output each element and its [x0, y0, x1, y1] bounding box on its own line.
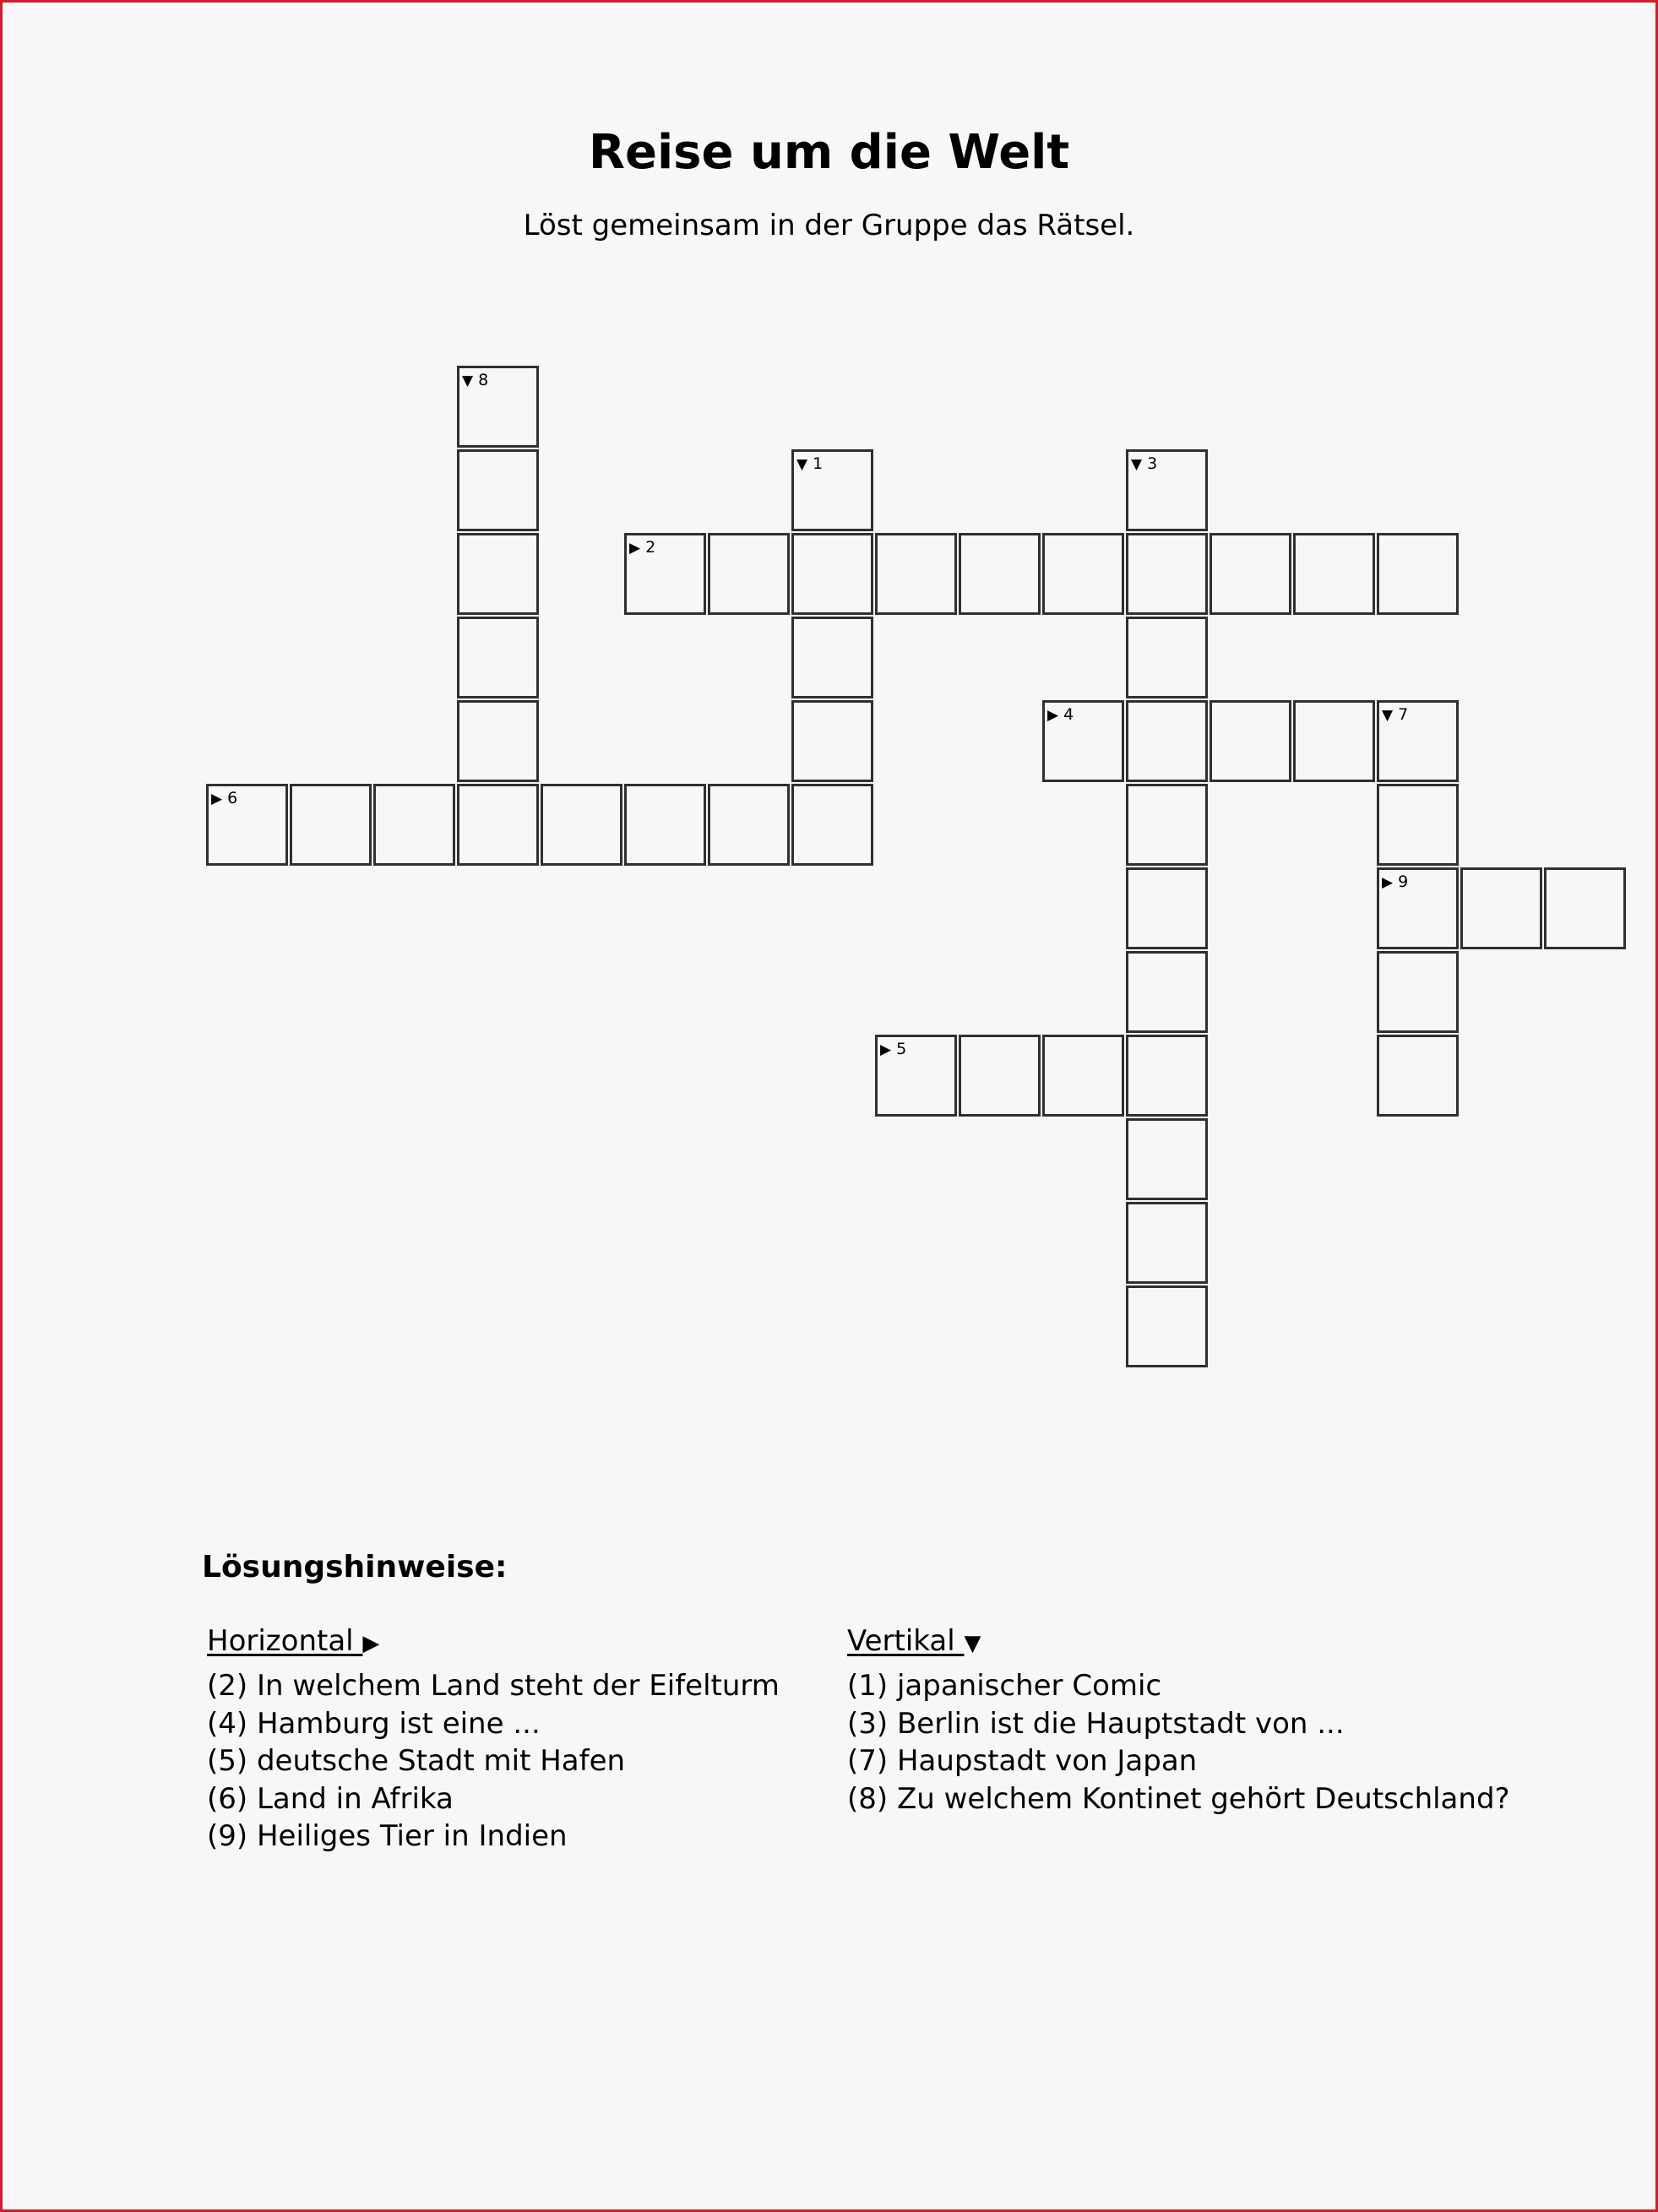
down-arrow-icon: ▼	[462, 372, 474, 389]
down-arrow-icon: ▼	[1131, 456, 1143, 473]
clue-number-label: 4	[1063, 705, 1074, 724]
clue-item: (6) Land in Afrika	[207, 1781, 454, 1816]
crossword-cell[interactable]	[1210, 533, 1291, 615]
crossword-cell[interactable]	[875, 533, 957, 615]
crossword-cell[interactable]	[457, 366, 539, 448]
hints-title: Lösungshinweise:	[202, 1550, 508, 1584]
clue-number-7	[1382, 705, 1408, 725]
crossword-cell[interactable]	[1460, 867, 1542, 949]
clue-item: (7) Haupstadt von Japan	[847, 1744, 1198, 1779]
clue-item: (4) Hamburg ist eine ...	[207, 1706, 541, 1741]
crossword-cell[interactable]	[1042, 533, 1124, 615]
crossword-cell[interactable]	[1377, 700, 1459, 782]
clue-number-label: 6	[227, 789, 238, 807]
clue-number-label: 3	[1147, 454, 1158, 473]
horizontal-clues	[207, 1622, 780, 1856]
crossword-cell[interactable]	[1544, 867, 1626, 949]
right-arrow-icon: ▶	[1382, 874, 1394, 891]
clue-number-label: 9	[1398, 872, 1409, 891]
crossword-cell[interactable]	[791, 449, 873, 531]
crossword-cell[interactable]	[457, 784, 539, 866]
page-subtitle: Löst gemeinsam in der Gruppe das Rätsel.	[523, 209, 1135, 242]
clue-item: (3) Berlin ist die Hauptstadt von ...	[847, 1706, 1345, 1741]
right-arrow-icon: ▶	[362, 1631, 380, 1656]
crossword-cell[interactable]	[791, 700, 873, 782]
clue-number-9	[1382, 872, 1408, 892]
crossword-cell[interactable]	[708, 533, 790, 615]
right-arrow-icon: ▶	[880, 1041, 892, 1058]
crossword-cell[interactable]	[1126, 867, 1208, 949]
crossword-cell[interactable]	[290, 784, 372, 866]
crossword-cell[interactable]	[624, 784, 706, 866]
vertical-clues	[847, 1622, 1510, 1818]
crossword-cell[interactable]	[875, 1035, 957, 1117]
page-title: Reise um die Welt	[588, 125, 1070, 180]
down-arrow-icon: ▼	[1382, 707, 1394, 724]
clue-number-5	[880, 1040, 906, 1059]
clue-number-label: 5	[896, 1040, 907, 1058]
horizontal-clue-list	[207, 1667, 780, 1856]
clue-number-3	[1131, 454, 1157, 474]
right-arrow-icon: ▶	[1047, 707, 1059, 724]
crossword-cell[interactable]	[1126, 617, 1208, 698]
clue-number-2	[629, 538, 655, 557]
crossword-cell[interactable]	[457, 533, 539, 615]
horizontal-heading: Horizontal ▶	[207, 1622, 780, 1662]
clue-number-label: 8	[478, 371, 489, 389]
crossword-cell[interactable]	[959, 1035, 1041, 1117]
crossword-cell[interactable]	[1293, 700, 1375, 782]
clue-item: (8) Zu welchem Kontinet gehört Deutschland?	[847, 1781, 1510, 1816]
crossword-cell[interactable]	[1126, 449, 1208, 531]
clue-item: (1) japanischer Comic	[847, 1669, 1162, 1703]
crossword-cell[interactable]	[1126, 1285, 1208, 1367]
crossword-cell[interactable]	[959, 533, 1041, 615]
clue-number-label: 7	[1398, 705, 1409, 724]
crossword-cell[interactable]	[624, 533, 706, 615]
clue-number-8	[462, 371, 488, 390]
crossword-cell[interactable]	[541, 784, 622, 866]
crossword-cell[interactable]	[791, 784, 873, 866]
crossword-cell[interactable]	[1210, 700, 1291, 782]
vertical-clue-list	[847, 1667, 1510, 1818]
clue-number-label: 2	[645, 538, 656, 557]
crossword-cell[interactable]	[1126, 700, 1208, 782]
clue-item: (5) deutsche Stadt mit Hafen	[207, 1744, 626, 1779]
crossword-cell[interactable]	[791, 533, 873, 615]
crossword-cell[interactable]	[1126, 784, 1208, 866]
crossword-grid	[3, 3, 1655, 1438]
right-arrow-icon: ▶	[629, 540, 641, 557]
crossword-cell[interactable]	[373, 784, 455, 866]
crossword-cell[interactable]	[1377, 533, 1459, 615]
crossword-cell[interactable]	[457, 617, 539, 698]
crossword-cell[interactable]	[1377, 951, 1459, 1033]
crossword-cell[interactable]	[1042, 1035, 1124, 1117]
clue-number-1	[796, 454, 823, 474]
clue-number-6	[211, 789, 237, 808]
clue-item: (9) Heiliges Tier in Indien	[207, 1819, 568, 1854]
crossword-cell[interactable]	[206, 784, 288, 866]
crossword-cell[interactable]	[1126, 951, 1208, 1033]
clue-number-4	[1047, 705, 1074, 725]
down-arrow-icon: ▼	[796, 456, 808, 473]
crossword-cell[interactable]	[1126, 533, 1208, 615]
crossword-cell[interactable]	[791, 617, 873, 698]
crossword-cell[interactable]	[1293, 533, 1375, 615]
crossword-cell[interactable]	[1377, 784, 1459, 866]
crossword-cell[interactable]	[457, 700, 539, 782]
clue-item: (2) In welchem Land steht der Eifelturm	[207, 1669, 780, 1703]
crossword-cell[interactable]	[1126, 1118, 1208, 1200]
crossword-cell[interactable]	[1377, 1035, 1459, 1117]
clue-number-label: 1	[813, 454, 824, 473]
crossword-cell[interactable]	[1042, 700, 1124, 782]
down-arrow-icon: ▼	[964, 1631, 981, 1656]
crossword-cell[interactable]	[1126, 1202, 1208, 1284]
vertical-heading: Vertikal ▼	[847, 1622, 1510, 1662]
crossword-cell[interactable]	[708, 784, 790, 866]
crossword-cell[interactable]	[1377, 867, 1459, 949]
crossword-cell[interactable]	[457, 449, 539, 531]
crossword-cell[interactable]	[1126, 1035, 1208, 1117]
right-arrow-icon: ▶	[211, 791, 223, 807]
